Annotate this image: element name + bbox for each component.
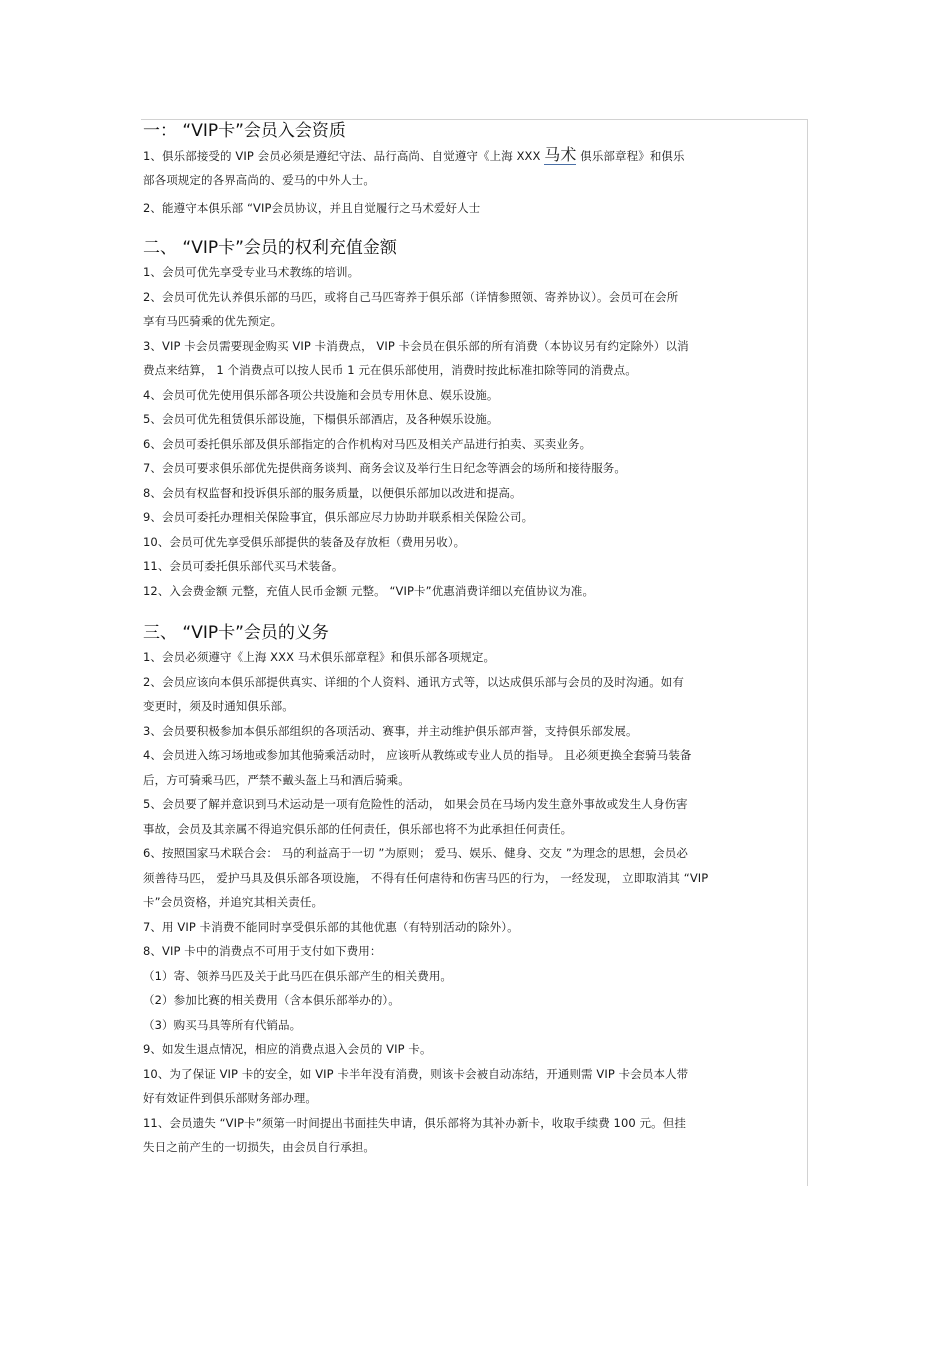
paragraph: 卡”会员资格，并追究其相关责任。 — [143, 895, 324, 909]
paragraph: 4、会员可优先使用俱乐部各项公共设施和会员专用休息、娱乐设施。 — [143, 387, 499, 402]
paragraph: （1）寄、领养马匹及关于此马匹在俱乐部产生的相关费用。 — [143, 968, 453, 983]
paragraph — [143, 143, 803, 168]
paragraph: 部各项规定的各界高尚的、爱马的中外人士。 — [143, 173, 375, 187]
paragraph: 12、入会费金额 元整，充值人民币金额 元整。 “VIP卡”优惠消费详细以充值协议为准。 — [143, 583, 595, 598]
paragraph: （2）参加比赛的相关费用（含本俱乐部举办的）。 — [143, 993, 400, 1007]
section-title-qualification: 一： “VIP卡”会员入会资质 — [143, 121, 346, 141]
paragraph: 1、会员可优先享受专业马术教练的培训。 — [143, 265, 360, 279]
paragraph: 11、会员可委托俱乐部代买马术装备。 — [143, 559, 344, 573]
paragraph: 变更时，须及时通知俱乐部。 — [143, 699, 294, 713]
paragraph: 享有马匹骑乘的优先预定。 — [143, 314, 283, 328]
paragraph: 5、会员要了解并意识到马术运动是一项有危险性的活动， 如果会员在马场内发生意外事故或发生人身伤害 — [143, 797, 688, 811]
paragraph: 9、会员可委托办理相关保险事宜，俱乐部应尽力协助并联系相关保险公司。 — [143, 510, 534, 524]
paragraph: 10、会员可优先享受俱乐部提供的装备及存放柜（费用另收）。 — [143, 534, 466, 549]
paragraph: 7、用 VIP 卡消费不能同时享受俱乐部的其他优惠（有特别活动的除外）。 — [143, 919, 519, 934]
paragraph: 1、会员必须遵守《上海 XXX 马术俱乐部章程》和俱乐部各项规定。 — [143, 650, 496, 664]
paragraph: 事故，会员及其亲属不得追究俱乐部的任何责任，俱乐部也将不为此承担任何责任。 — [143, 821, 573, 836]
paragraph: 8、VIP 卡中的消费点不可用于支付如下费用： — [143, 944, 382, 958]
paragraph: 11、会员遗失 “VIP卡”须第一时间提出书面挂失申请，俱乐部将为其补办新卡，收取手续费 100 元。但挂 — [143, 1115, 686, 1130]
paragraph-text: 俱乐部章程》和俱乐 — [576, 149, 685, 163]
paragraph: 9、如发生退点情况，相应的消费点退入会员的 VIP 卡。 — [143, 1042, 432, 1056]
paragraph: 6、按照国家马术联合会： 马的利益高于一切 ”为原则； 爱马、娱乐、健身、交友 ”为理念的思想，会员必 — [143, 846, 688, 860]
paragraph: 好有效证件到俱乐部财务部办理。 — [143, 1091, 317, 1105]
paragraph: 5、会员可优先租赁俱乐部设施，下榻俱乐部酒店，及各种娱乐设施。 — [143, 412, 499, 426]
paragraph: 8、会员有权监督和投诉俱乐部的服务质量，以便俱乐部加以改进和提高。 — [143, 485, 522, 500]
paragraph: 2、能遵守本俱乐部 “VIP会员协议，并且自觉履行之马术爱好人士 — [143, 200, 481, 215]
paragraph: 3、会员要积极参加本俱乐部组织的各项活动、赛事，并主动维护俱乐部声誉，支持俱乐部发展。 — [143, 723, 638, 738]
paragraph: 7、会员可要求俱乐部优先提供商务谈判、商务会议及举行生日纪念等酒会的场所和接待服务。 — [143, 461, 627, 475]
paragraph: 失日之前产生的一切损失，由会员自行承担。 — [143, 1140, 375, 1154]
paragraph: 10、为了保证 VIP 卡的安全，如 VIP 卡半年没有消费，则该卡会被自动冻结，开通则需 VIP 卡会员本人带 — [143, 1066, 689, 1081]
section-title-rights: 二、 “VIP卡”会员的权利充值金额 — [143, 238, 397, 258]
paragraph-text: 1、俱乐部接受的 VIP 会员必须是遵纪守法、品行高尚、自觉遵守《上海 XXX — [143, 149, 545, 163]
section-title-obligations: 三、 “VIP卡”会员的义务 — [143, 623, 329, 643]
paragraph: 2、会员可优先认养俱乐部的马匹，或将自己马匹寄养于俱乐部（详情参照领、寄养协议）。会员可在会所 — [143, 289, 679, 304]
paragraph: 6、会员可委托俱乐部及俱乐部指定的合作机构对马匹及相关产品进行拍卖、买卖业务。 — [143, 436, 592, 451]
document-body — [143, 117, 803, 1160]
paragraph: 4、会员进入练习场地或参加其他骑乘活动时， 应该听从教练或专业人员的指导。 且必须更换全套骑马装备 — [143, 748, 692, 762]
paragraph: 后，方可骑乘马匹，严禁不戴头盔上马和酒后骑乘。 — [143, 772, 410, 787]
highlighted-text: 马术 — [544, 145, 577, 164]
paragraph: 须善待马匹， 爱护马具及俱乐部各项设施， 不得有任何虐待和伤害马匹的行为， 一经发现， 立即取消其 “VIP — [143, 870, 709, 885]
paragraph: 2、会员应该向本俱乐部提供真实、详细的个人资料、通讯方式等，以达成俱乐部与会员的及时沟通。如有 — [143, 674, 685, 689]
paragraph: 费点来结算， 1 个消费点可以按人民币 1 元在俱乐部使用，消费时按此标准扣除等同的消费点。 — [143, 363, 637, 377]
paragraph: （3）购买马具等所有代销品。 — [143, 1017, 302, 1032]
paragraph: 3、VIP 卡会员需要现金购买 VIP 卡消费点， VIP 卡会员在俱乐部的所有消费（本协议另有约定除外）以消 — [143, 338, 689, 353]
